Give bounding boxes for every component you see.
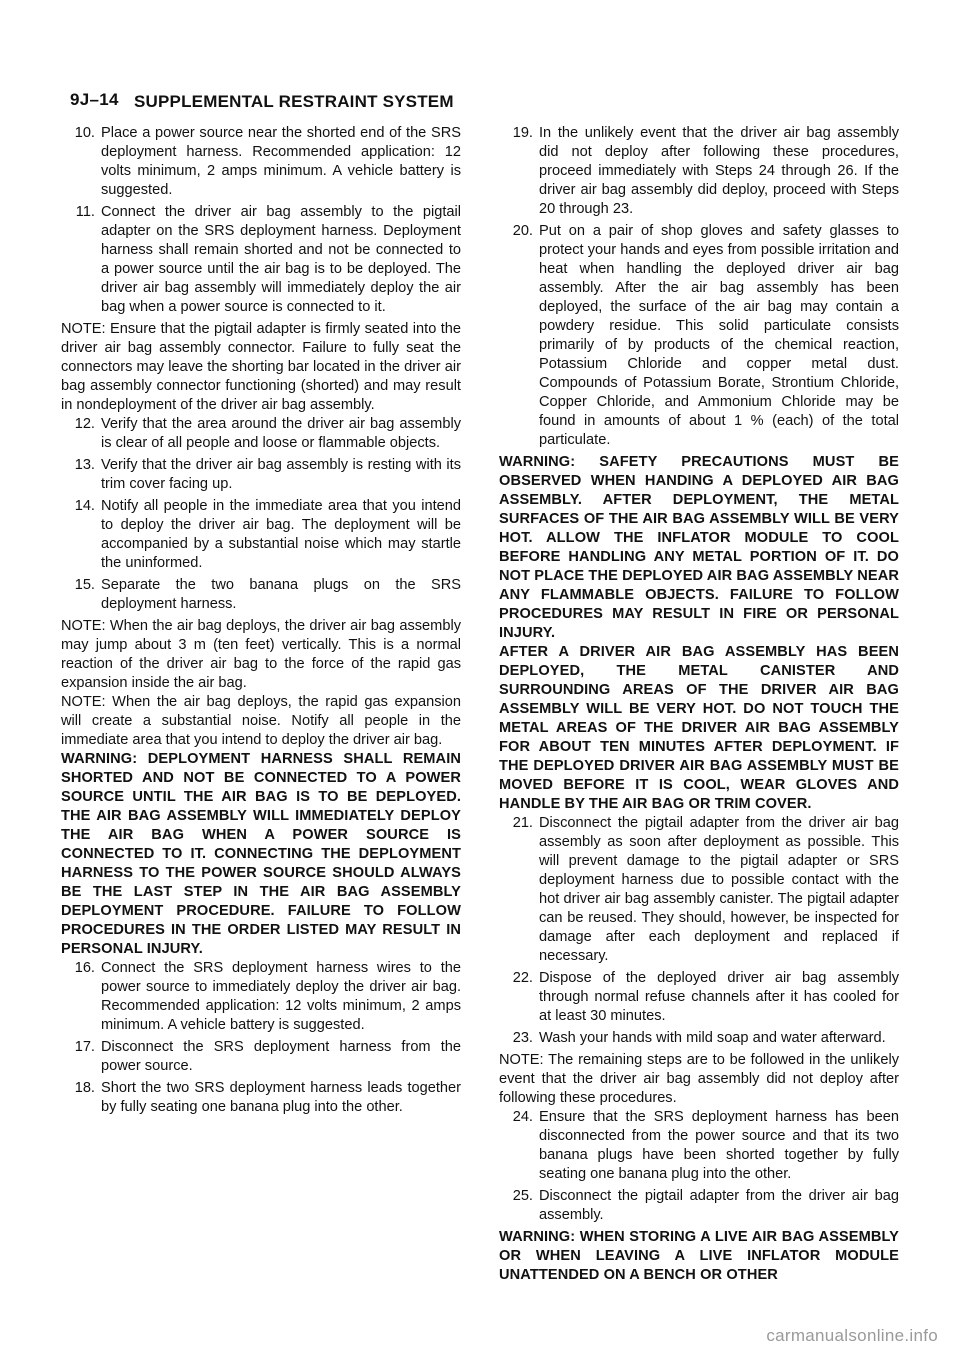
warning-storing-live-air-bag: WARNING: WHEN STORING A LIVE AIR BAG ASSEMBLY OR WHEN LEAVING A LIVE INFLATOR MODULE UNATTENDED ON A BENCH OR OTHER — [499, 1229, 899, 1283]
step-14 — [61, 497, 461, 573]
step-number: 25. — [512, 1188, 533, 1204]
left-column — [61, 124, 461, 1120]
step-13 — [61, 456, 461, 494]
step-text: Ensure that the SRS deployment harness has been disconnected from the power source and that its two banana plugs have been shorted together by fully seating one banana plug into the other. — [539, 1109, 899, 1182]
warning-safety-precautions: WARNING: SAFETY PRECAUTIONS MUST BE OBSERVED WHEN HANDING A DEPLOYED AIR BAG ASSEMBLY. AFTER DEPLOYMENT, THE METAL SURFACES OF THE AIR BAG ASSEMBLY WILL BE VERY HOT. ALLOW THE INFLATOR MODULE TO COOL BEFORE HANDLING ANY METAL PORTION OF IT. DO NOT PLACE THE DEPLOYED AIR BAG ASSEMBLY NEAR ANY FLAMMABLE OBJECTS. FAILURE TO FOLLOW PROCEDURES MAY RESULT IN FIRE OR PERSONAL INJURY. — [499, 454, 899, 641]
step-17 — [61, 1038, 461, 1076]
note-remaining-steps: NOTE: The remaining steps are to be followed in the unlikely event that the driver air bag assembly did not deploy after following these procedures. — [499, 1052, 899, 1106]
step-text: Short the two SRS deployment harness leads together by fully seating one banana plug into the other. — [101, 1080, 461, 1115]
step-number: 13. — [74, 457, 95, 473]
step-25 — [499, 1187, 899, 1225]
step-21 — [499, 814, 899, 966]
step-number: 17. — [74, 1039, 95, 1055]
page-number: 9J–14 — [70, 90, 119, 109]
step-16 — [61, 959, 461, 1035]
step-text: Put on a pair of shop gloves and safety glasses to protect your hands and eyes from possible irritation and heat when handling the deployed driver air bag assembly. After the air bag assembly has been deployed, the surface of the air bag may contain a powdery residue. This solid particulate consists primarily of by products of the chemical reaction, Potassium Chloride and copper metal dust. Compounds of Potassium Borate, Strontium Chloride, Copper Chloride, and Ammonium Chloride may be found in amounts of about 1 % (each) of the total particulate. — [539, 223, 899, 448]
step-text: Dispose of the deployed driver air bag assembly through normal refuse channels after it has cooled for at least 30 minutes. — [539, 970, 899, 1024]
step-text: Disconnect the pigtail adapter from the driver air bag assembly as soon after deployment as possible. This will prevent damage to the pigtail adapter or SRS deployment harness due to possible contact with the hot driver air bag assembly canister. The pigtail adapter can be reused. They should, however, be inspected for damage after each deployment and replaced if necessary. — [539, 815, 899, 964]
step-text: Connect the SRS deployment harness wires to the power source to immediately deploy the driver air bag. Recommended application: 12 volts minimum, 2 amps minimum. A vehicle battery is suggested. — [101, 960, 461, 1033]
step-11 — [61, 203, 461, 317]
step-number: 22. — [512, 970, 533, 986]
step-number: 21. — [512, 815, 533, 831]
step-23 — [499, 1029, 899, 1048]
step-text: Verify that the driver air bag assembly is resting with its trim cover facing up. — [101, 457, 461, 492]
step-text: Separate the two banana plugs on the SRS deployment harness. — [101, 577, 461, 612]
step-number: 18. — [74, 1080, 95, 1096]
warning-deployment-harness: WARNING: DEPLOYMENT HARNESS SHALL REMAIN SHORTED AND NOT BE CONNECTED TO A POWER SOURCE UNTIL THE AIR BAG IS TO BE DEPLOYED. THE AIR BAG ASSEMBLY WILL IMMEDIATELY DEPLOY THE AIR BAG WHEN A POWER SOURCE IS CONNECTED TO IT. CONNECTING THE DEPLOYMENT HARNESS TO THE POWER SOURCE SHOULD ALWAYS BE THE LAST STEP IN THE AIR BAG ASSEMBLY DEPLOYMENT PROCEDURE. FAILURE TO FOLLOW PROCEDURES IN THE ORDER LISTED MAY RESULT IN PERSONAL INJURY. — [61, 751, 461, 957]
step-10 — [61, 124, 461, 200]
step-number: 11. — [75, 204, 95, 220]
step-19 — [499, 124, 899, 219]
step-number: 12. — [74, 416, 95, 432]
step-18 — [61, 1079, 461, 1117]
step-number: 16. — [74, 960, 95, 976]
note-deploy-noise: NOTE: When the air bag deploys, the rapid gas expansion will create a substantial noise. Notify all people in the immediate area that you intend to deploy the driver air bag. — [61, 694, 461, 748]
step-number: 10. — [74, 125, 95, 141]
note-pigtail-adapter: NOTE: Ensure that the pigtail adapter is firmly seated into the driver air bag assembly connector. Failure to fully seat the connectors may leave the shorting bar located in the driver air bag assembly connector functioning (shorted) and may result in nondeployment of the driver air bag assembly. — [61, 321, 461, 413]
step-text: Connect the driver air bag assembly to the pigtail adapter on the SRS deployment harness. Deployment harness shall remain shorted and not be connected to a power source until the air bag is to be deployed. The driver air bag assembly will immediately deploy the air bag when a power source is connected to it. — [101, 204, 461, 315]
right-column — [499, 124, 899, 1285]
step-text: Disconnect the SRS deployment harness from the power source. — [101, 1039, 461, 1074]
step-number: 15. — [74, 577, 95, 593]
step-number: 24. — [512, 1109, 533, 1125]
step-text: Verify that the area around the driver air bag assembly is clear of all people and loose or flammable objects. — [101, 416, 461, 451]
step-number: 19. — [512, 125, 533, 141]
step-text: In the unlikely event that the driver air bag assembly did not deploy after following these procedures, proceed immediately with Steps 24 through 26. If the driver air bag assembly did deploy, proceed with Steps 20 through 23. — [539, 125, 899, 217]
step-text: Wash your hands with mild soap and water afterward. — [539, 1030, 886, 1046]
step-text: Disconnect the pigtail adapter from the driver air bag assembly. — [539, 1188, 899, 1223]
step-number: 23. — [512, 1030, 533, 1046]
step-number: 20. — [512, 223, 533, 239]
step-12 — [61, 415, 461, 453]
page-header-title: SUPPLEMENTAL RESTRAINT SYSTEM — [134, 92, 454, 111]
step-20 — [499, 222, 899, 450]
step-text: Place a power source near the shorted end of the SRS deployment harness. Recommended application: 12 volts minimum, 2 amps minimum. A vehicle battery is suggested. — [101, 125, 461, 198]
footer-watermark: carmanualsonline.info — [766, 1326, 938, 1345]
step-number: 14. — [74, 498, 95, 514]
step-text: Notify all people in the immediate area that you intend to deploy the driver air bag. The deployment will be accompanied by a substantial noise which may startle the uninformed. — [101, 498, 461, 571]
step-15 — [61, 576, 461, 614]
note-air-bag-jump: NOTE: When the air bag deploys, the driver air bag assembly may jump about 3 m (ten feet) vertically. This is a normal reaction of the driver air bag to the force of the rapid gas expansion inside the air bag. — [61, 618, 461, 691]
step-22 — [499, 969, 899, 1026]
warning-hot-canister: AFTER A DRIVER AIR BAG ASSEMBLY HAS BEEN DEPLOYED, THE METAL CANISTER AND SURROUNDING AREAS OF THE DRIVER AIR BAG ASSEMBLY WILL BE VERY HOT. DO NOT TOUCH THE METAL AREAS OF THE DRIVER AIR BAG ASSEMBLY FOR ABOUT TEN MINUTES AFTER DEPLOYMENT. IF THE DEPLOYED DRIVER AIR BAG ASSEMBLY MUST BE MOVED BEFORE IT IS COOL, WEAR GLOVES AND HANDLE BY THE AIR BAG OR TRIM COVER. — [499, 644, 899, 812]
step-24 — [499, 1108, 899, 1184]
